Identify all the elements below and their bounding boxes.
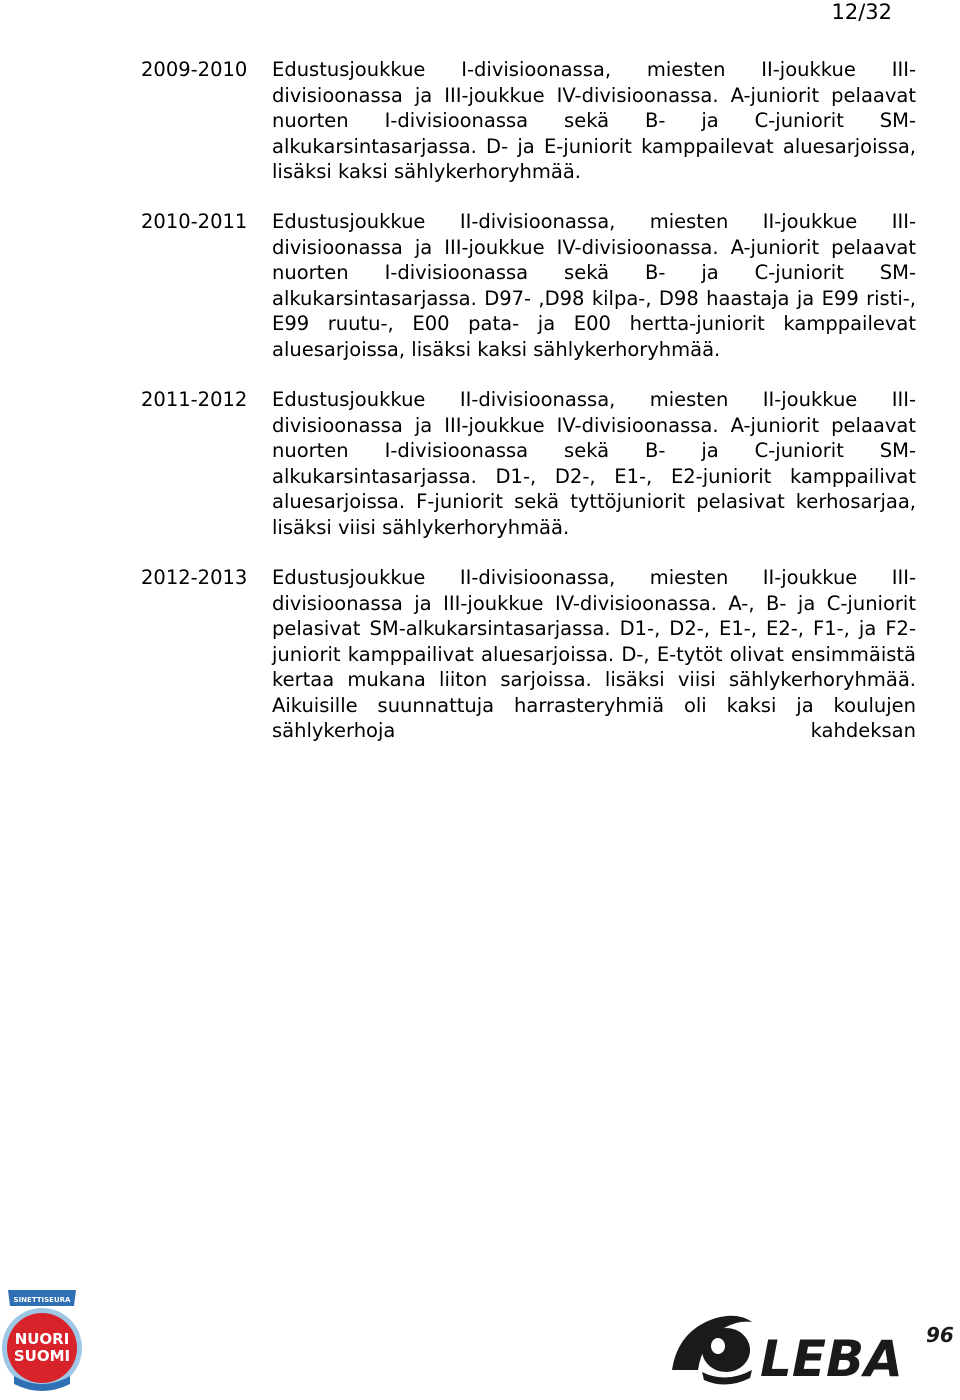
season-2009-2010 bbox=[141, 57, 916, 185]
svg-text:SUOMI: SUOMI bbox=[13, 1347, 71, 1365]
season-2012-2013 bbox=[141, 565, 916, 744]
leba96-logo-icon bbox=[668, 1310, 960, 1392]
season-year: 2009-2010 bbox=[141, 58, 248, 81]
svg-text:SINETTISEURA: SINETTISEURA bbox=[13, 1296, 71, 1304]
nuori-suomi-badge-icon bbox=[0, 1284, 84, 1396]
season-year: 2011-2012 bbox=[141, 388, 248, 411]
season-text: Edustusjoukkue I-divisioonassa, miesten II-joukkue III-divisioonassa ja III-joukkue IV-divisioonassa. A-juniorit pelaavat nuorten I-divisioonassa sekä B- ja C-juniorit SM-alkukarsintasarjassa. D- ja E-juniorit kamppailevat aluesarjoissa, lisäksi kaksi sählykerhoryhmää. bbox=[272, 58, 916, 183]
season-year: 2012-2013 bbox=[141, 566, 248, 589]
season-2010-2011 bbox=[141, 209, 916, 362]
season-year: 2010-2011 bbox=[141, 210, 248, 233]
season-2011-2012 bbox=[141, 387, 916, 540]
season-text: Edustusjoukkue II-divisioonassa, miesten II-joukkue III-divisioonassa ja III-joukkue IV-divisioonassa. A-, B- ja C-juniorit pelasivat SM-alkukarsintasarjassa. D1-, D2-, E1-, E2-, F1-, ja F2-juniorit kamppailivat aluesarjoissa. D-, E-tytöt olivat ensimmäistä kertaa mukana liiton sarjoissa. lisäksi viisi sählykerhoryhmää. Aikuisille suunnattuja harrasteryhmiä oli kaksi ja koulujen sählykerhoja kahdeksan bbox=[272, 566, 916, 742]
season-text: Edustusjoukkue II-divisioonassa, miesten II-joukkue III-divisioonassa ja III-joukkue IV-divisioonassa. A-juniorit pelaavat nuorten I-divisioonassa sekä B- ja C-juniorit SM-alkukarsintasarjassa. D97- ,D98 kilpa-, D98 haastaja ja E99 risti-, E99 ruutu-, E00 pata- ja E00 hertta-juniorit kamppailevat aluesarjoissa, lisäksi kaksi sählykerhoryhmää. bbox=[272, 210, 916, 361]
page-number: 12/32 bbox=[831, 0, 892, 24]
svg-text:NUORI: NUORI bbox=[14, 1330, 70, 1348]
season-text: Edustusjoukkue II-divisioonassa, miesten II-joukkue III-divisioonassa ja III-joukkue IV-divisioonassa. A-juniorit pelaavat nuorten I-divisioonassa sekä B- ja C-juniorit SM-alkukarsintasarjassa. D1-, D2-, E1-, E2-juniorit kamppailivat aluesarjoissa. F-juniorit sekä tyttöjuniorit pelasivat kerhosarjaa, lisäksi viisi sählykerhoryhmää. bbox=[272, 388, 916, 539]
svg-text:LEBA: LEBA bbox=[760, 1330, 903, 1388]
svg-text:96: 96 bbox=[926, 1323, 954, 1347]
